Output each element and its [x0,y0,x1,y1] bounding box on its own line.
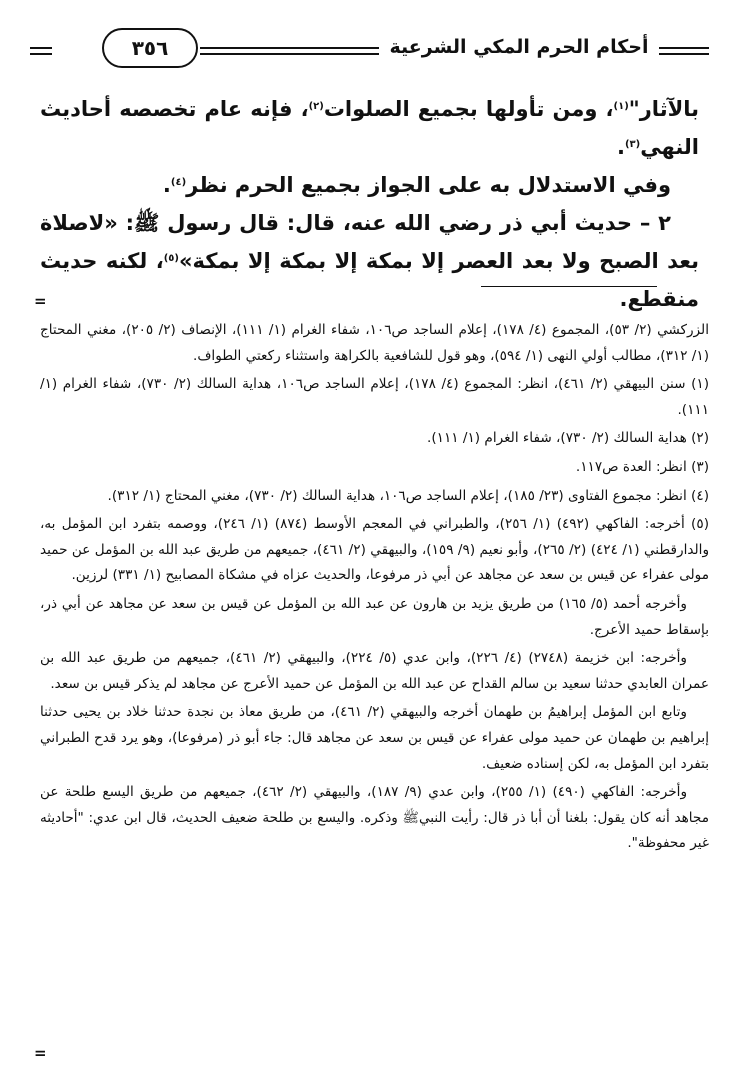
footnote-5-paragraph-5: وأخرجه: الفاكهي (٤٩٠) (١/ ٢٥٥)، وابن عدي (٩/ ١٨٧)، والبيهقي (٢/ ٤٦٢)، جميعهم من طريق اليسع طلحة عن مجاهد أنه كان يقول: بلغنا أن أبا ذر قال: رأيت النبيﷺ وذكره. واليسع بن طلحة ضعيف الحديث، قال ابن عدي: "أحاديثه غير محفوظة". [40,784,709,852]
page-number: ٣٥٦ [102,28,198,68]
paragraph-1: بالآثار"$^{(١)}$، ومن تأولها بجميع الصلوات$^{(٢)}$، فإنه عام تخصصه أحاديث النهي$^{(٣)}$. [40,97,699,159]
header-rule-right [659,47,709,55]
paragraph-3: ٢ – حديث أبي ذر رضي الله عنه، قال: قال رسول ﷺ: «لاصلاة بعد الصبح ولا بعد العصر إلا بمكة إلا بمكة إلا بمكة»$^{(٥)}$، لكنه حديث منقطع. [40,211,700,311]
footnote-ref-2: (٢) [308,101,324,112]
footnote-ref-4: (٤) [170,177,187,188]
footnote-5-paragraph-2: وأخرجه أحمد (٥/ ١٦٥) من طريق يزيد بن هارون عن عبد الله بن المؤمل عن قيس بن سعد عن مجاهد عن أبي ذر، بإسقاط حميد الأعرج. [40,595,709,638]
footnote-5-paragraph-4: وتابع ابن المؤمل إبراهيمُ بن طهمان أخرجه والبيهقي (٢/ ٤٦١)، من طريق معاذ بن نجدة حدثنا خلاد بن يحيى حدثنا إبراهيم بن طهمان عن حميد مولى عفراء عن قيس بن سعد عن مجاهد قال: جاء أبو ذر (مرفوعا)، وهو يرد قدح الطبراني بتفرد ابن المؤمل به، لكن إسناده ضعيف. [40,704,709,772]
footnote-3: (٣) انظر: العدة ص١١٧. [575,458,709,475]
footnote-ref-5: (٥) [163,253,179,264]
continuation-mark-top: = [34,292,47,310]
header-rule-left [30,47,52,55]
footnote-5: (٥) أخرجه: الفاكهي (٤٩٢) (١/ ٢٥٦)، والطبراني في المعجم الأوسط (٨٧٤) (١/ ٢٤٦)، ووصمه بتفرد ابن المؤمل به، والدارقطني (١/ ٤٢٤) (٢/ ٢٦٥)، وأبو نعيم (٩/ ١٥٩)، والبيهقي (٢/ ٤٦١)، جميعهم من طريق عبد الله بن المؤمل عن حميد مولى عفراء عن قيس بن سعد عن مجاهد عن أبي ذر مرفوعا، والحديث عزاه في مشكاة المصابيح (١/ ٣٣١) لرزين. [40,516,710,584]
continuation-mark-bottom: = [34,1044,47,1062]
main-text [40,90,699,318]
footnote-5-paragraph-3: وأخرجه: ابن خزيمة (٢٧٤٨) (٤/ ٢٢٦)، وابن عدي (٥/ ٢٢٤)، والبيهقي (٢/ ٤٦١)، جميعهم من طريق عبد الله بن عمران العابدي حدثنا سعيد بن سالم القداح عن عبد الله بن المؤمل عن حميد الأعرج عن مجاهد لم يذكر قيس بن سعد. [40,650,709,692]
footnote-continuation: الزركشي (٢/ ٥٣)، المجموع (٤/ ١٧٨)، إعلام الساجد ص١٠٦، شفاء الغرام (١/ ١١١)، الإنصاف (٢/ ٢٠٥)، مغني المحتاج (١/ ٣١٢)، مطالب أولي النهى (١/ ٥٩٤)، وهو قول للشافعية بالكراهة واستثناء ركعتي الطواف. [40,322,709,364]
footnote-ref-1: (١) [613,101,629,112]
running-title: أحكام الحرم المكي الشرعية [389,36,649,58]
footnote-4: (٤) انظر: مجموع الفتاوى (٢٣/ ١٨٥)، إعلام الساجد ص١٠٦، هداية السالك (٢/ ٧٣٠)، مغني المحتاج (١/ ٣١٢). [107,487,709,504]
header-rule-middle [200,47,379,55]
footnote-separator [481,286,657,287]
paragraph-2: وفي الاستدلال به على الجواز بجميع الحرم نظر$^{(٤)}$. [162,173,671,197]
footnotes [40,318,709,857]
footnote-ref-3: (٣) [624,139,641,150]
page-header [30,28,709,68]
footnote-1: (١) سنن البيهقي (٢/ ٤٦١)، انظر: المجموع (٤/ ١٧٨)، إعلام الساجد ص١٠٦، هداية السالك (٢/ ٧٣٠)، شفاء الغرام (١/ ١١١). [40,376,710,418]
footnote-2: (٢) هداية السالك (٢/ ٧٣٠)، شفاء الغرام (١/ ١١١). [427,430,709,447]
